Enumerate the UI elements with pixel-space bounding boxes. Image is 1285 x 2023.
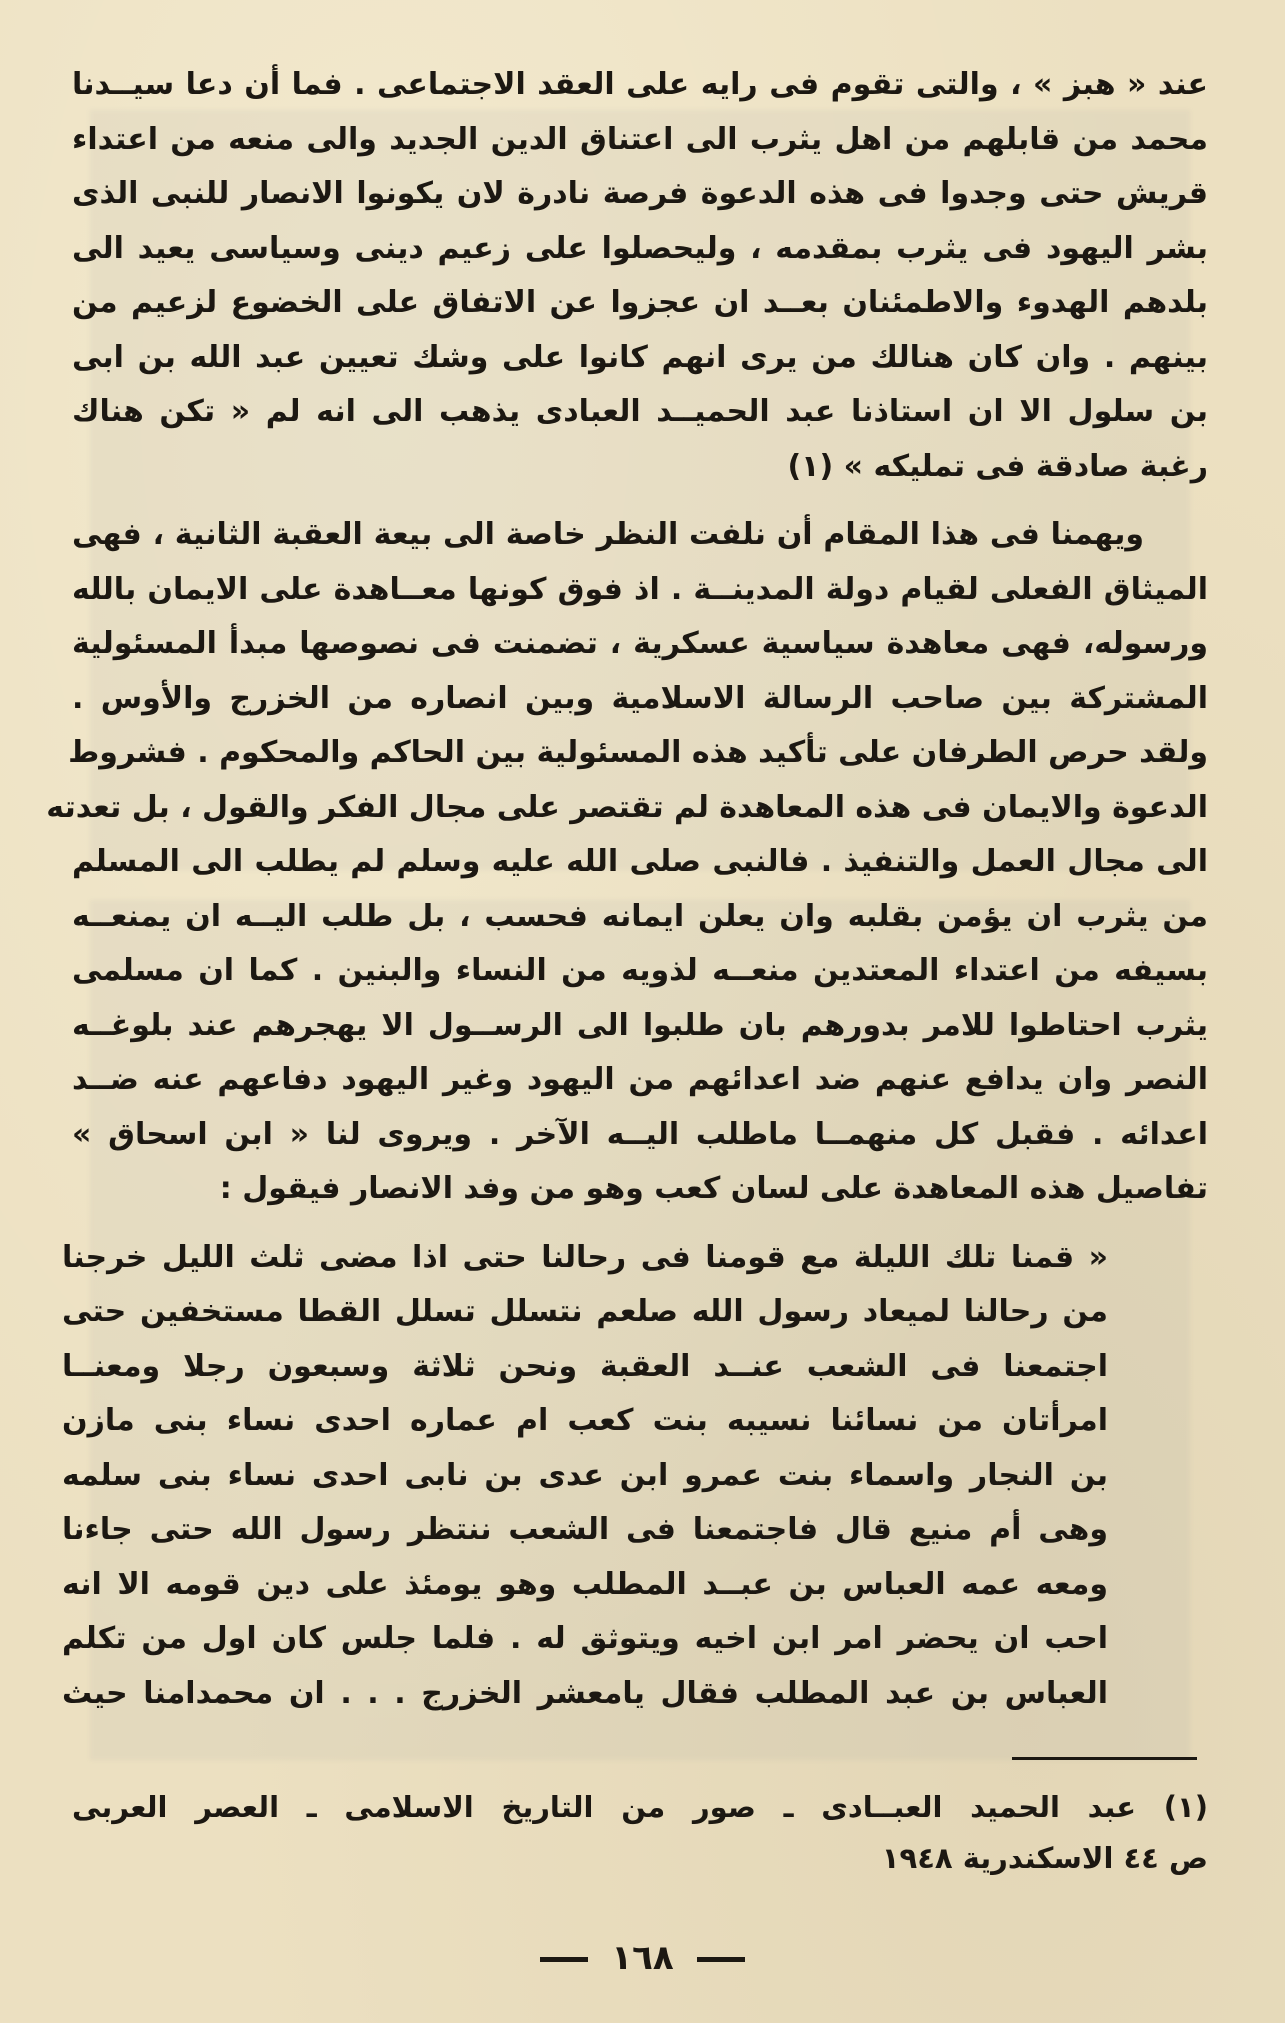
text-line: الميثاق الفعلى لقيام دولة المدينــة . اذ فوق كونها معــاهدة على الايمان بالله bbox=[72, 571, 1208, 607]
text-line: ويهمنا فى هذا المقام أن نلفت النظر خاصة الى بيعة العقبة الثانية ، فهى bbox=[72, 517, 1144, 552]
quote-line: احب ان يحضر امر ابن اخيه ويتوثق له . فلما جلس كان اول من تكلم bbox=[62, 1621, 1108, 1656]
footnote-line: (١) عبد الحميد العبــادى ـ صور من التاريخ الاسلامى ـ العصر العربى bbox=[72, 1790, 1208, 1824]
page-number bbox=[0, 1938, 1285, 1978]
text-line: اعدائه . فقبل كل منهمــا ماطلب اليــه الآخر . ويروى لنا « ابن اسحاق » bbox=[72, 1116, 1208, 1152]
page-number-value: ١٦٨ bbox=[611, 1938, 674, 1978]
quote-line: العباس بن عبد المطلب فقال يامعشر الخزرج . . . ان محمدامنا حيث bbox=[62, 1675, 1108, 1711]
quote-line: « قمنا تلك الليلة مع قومنا فى رحالنا حتى اذا مضى ثلث الليل خرجنا bbox=[62, 1239, 1108, 1275]
text-line: من يثرب ان يؤمن بقلبه وان يعلن ايمانه فحسب ، بل طلب اليــه ان يمنعــه bbox=[72, 898, 1208, 934]
page-number-dash-left bbox=[540, 1957, 588, 1962]
text-line: تفاصيل هذه المعاهدة على لسان كعب وهو من وفد الانصار فيقول : bbox=[219, 1171, 1208, 1206]
quote-line: ومعه عمه العباس بن عبــد المطلب وهو يومئذ على دين قومه الا انه bbox=[62, 1566, 1108, 1602]
page-number-dash-right bbox=[697, 1957, 745, 1962]
text-line: محمد من قابلهم من اهل يثرب الى اعتناق الدين الجديد والى منعه من اعتداء bbox=[72, 121, 1208, 157]
text-line: بينهم . وان كان هنالك من يرى انهم كانوا على وشك تعيين عبد الله بن ابى bbox=[72, 339, 1208, 375]
quote-line: اجتمعنا فى الشعب عنــد العقبة ونحن ثلاثة وسبعون رجلا ومعنــا bbox=[62, 1348, 1108, 1384]
block-quote-text bbox=[62, 1231, 1108, 1722]
quote-line: بن النجار واسماء بنت عمرو ابن عدى بن نابى احدى نساء بنى سلمه bbox=[62, 1457, 1108, 1493]
text-line: قريش حتى وجدوا فى هذه الدعوة فرصة نادرة لان يكونوا الانصار للنبى الذى bbox=[72, 176, 1208, 211]
quote-line: وهى أم منيع قال فاجتمعنا فى الشعب ننتظر رسول الله حتى جاءنا bbox=[62, 1512, 1108, 1547]
paragraph-2 bbox=[46, 508, 1208, 1217]
text-line: المشتركة بين صاحب الرسالة الاسلامية وبين انصاره من الخزرج والأوس . bbox=[72, 680, 1208, 716]
quote-line: امرأتان من نسائنا نسيبه بنت كعب ام عماره احدى نساء بنى مازن bbox=[62, 1403, 1108, 1438]
text-line: رغبة صادقة فى تمليكه » (١) bbox=[787, 448, 1208, 484]
paragraph-spacer bbox=[72, 494, 1208, 508]
text-line: بلدهم الهدوء والاطمئنان بعــد ان عجزوا عن الاتفاق على الخضوع لزعيم من bbox=[72, 285, 1208, 320]
text-line: ورسوله، فهى معاهدة سياسية عسكرية ، تضمنت فى نصوصها مبدأ المسئولية bbox=[72, 626, 1208, 661]
footnote-divider bbox=[1012, 1757, 1197, 1760]
footnote-line: ص ٤٤ الاسكندرية ١٩٤٨ bbox=[881, 1841, 1208, 1875]
quote-line: من رحالنا لميعاد رسول الله صلعم نتسلل تسلل القطا مستخفين حتى bbox=[62, 1294, 1108, 1329]
text-line: بسيفه من اعتداء المعتدين منعــه لذويه من النساء والبنين . كما ان مسلمى bbox=[72, 953, 1208, 988]
block-quote bbox=[62, 1231, 1208, 1722]
text-line: النصر وان يدافع عنهم ضد اعدائهم من اليهود وغير اليهود دفاعهم عنه ضــد bbox=[72, 1062, 1208, 1097]
text-line: بشر اليهود فى يثرب بمقدمه ، وليحصلوا على زعيم دينى وسياسى يعيد الى bbox=[72, 230, 1208, 266]
paragraph-1 bbox=[72, 58, 1208, 494]
footnotes bbox=[72, 1782, 1208, 1884]
page-body bbox=[46, 58, 1208, 1721]
paragraph-spacer bbox=[72, 1217, 1208, 1231]
text-line: بن سلول الا ان استاذنا عبد الحميــد العبادى يذهب الى انه لم « تكن هناك bbox=[72, 394, 1208, 429]
text-line: الدعوة والايمان فى هذه المعاهدة لم تقتصر على مجال الفكر والقول ، بل تعدته bbox=[46, 789, 1208, 825]
text-line: عند « هبز » ، والتى تقوم فى رايه على العقد الاجتماعى . فما أن دعا سيــدنا bbox=[72, 67, 1208, 102]
text-line: يثرب احتاطوا للامر بدورهم بان طلبوا الى الرســول الا يهجرهم عند بلوغــه bbox=[72, 1007, 1208, 1043]
text-line: ولقد حرص الطرفان على تأكيد هذه المسئولية بين الحاكم والمحكوم . فشروط bbox=[68, 735, 1208, 770]
text-line: الى مجال العمل والتنفيذ . فالنبى صلى الله عليه وسلم لم يطلب الى المسلم bbox=[72, 844, 1208, 879]
